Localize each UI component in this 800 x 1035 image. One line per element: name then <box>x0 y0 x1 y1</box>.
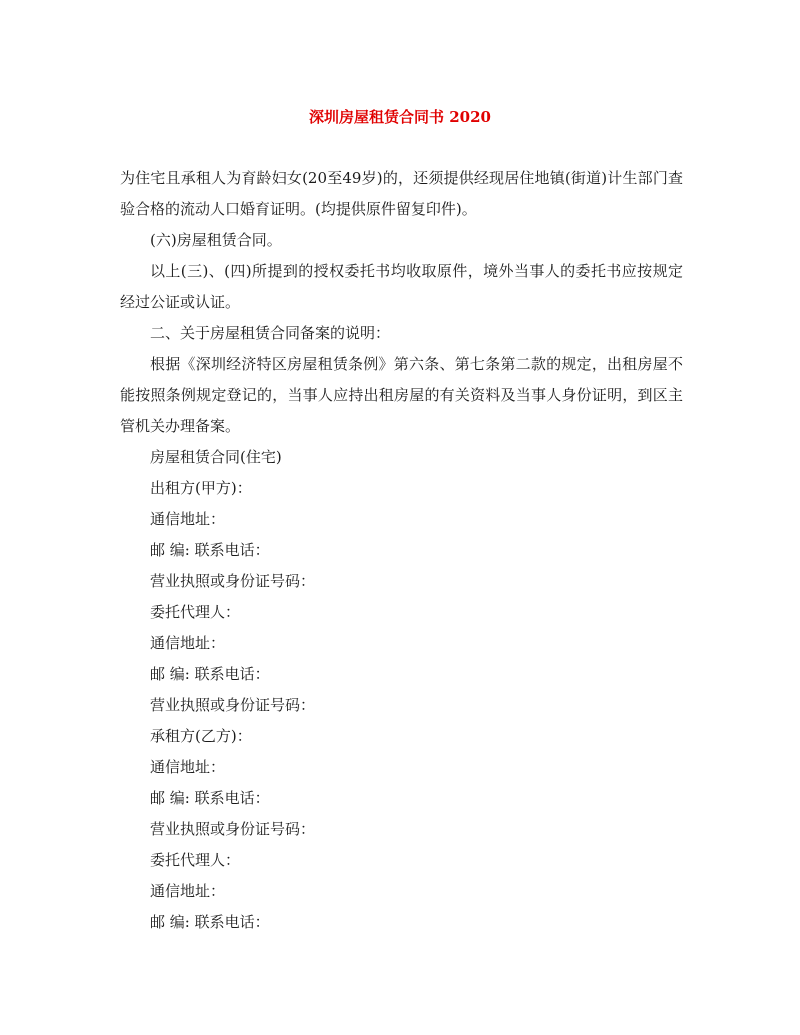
paragraph-authorization-note: 以上(三)、(四)所提到的授权委托书均收取原件，境外当事人的委托书应按规定经过公证或认证。 <box>120 262 683 311</box>
document-title: 深圳房屋租赁合同书 2020 <box>309 108 491 126</box>
field-agent: 委托代理人： <box>150 603 241 621</box>
field-address: 通信地址： <box>150 758 226 776</box>
field-address: 通信地址： <box>150 634 226 652</box>
field-address: 通信地址： <box>150 510 226 528</box>
field-address: 通信地址： <box>150 882 226 900</box>
paragraph-continuation: 为住宅且承租人为育龄妇女(20至49岁)的，还须提供经现居住地镇(街道)计生部门查验合格的流动人口婚育证明。(均提供原件留复印件)。 <box>120 169 683 218</box>
field-id-number: 营业执照或身份证号码： <box>150 572 316 590</box>
field-agent: 委托代理人： <box>150 851 241 869</box>
paragraph-item-six: (六)房屋租赁合同。 <box>150 231 282 249</box>
lessee-label: 承租方(乙方)： <box>150 727 252 745</box>
document-body <box>120 163 683 938</box>
field-postcode-phone: 邮 编: 联系电话： <box>150 541 270 559</box>
field-id-number: 营业执照或身份证号码： <box>150 696 316 714</box>
field-postcode-phone: 邮 编: 联系电话： <box>150 913 270 931</box>
paragraph-regulation: 根据《深圳经济特区房屋租赁条例》第六条、第七条第二款的规定，出租房屋不能按照条例规定登记的，当事人应持出租房屋的有关资料及当事人身份证明，到区主管机关办理备案。 <box>120 355 683 435</box>
contract-heading: 房屋租赁合同(住宅) <box>150 448 282 466</box>
lessor-label: 出租方(甲方)： <box>150 479 252 497</box>
field-postcode-phone: 邮 编: 联系电话： <box>150 665 270 683</box>
section-heading-filing: 二、关于房屋租赁合同备案的说明： <box>150 324 391 342</box>
field-id-number: 营业执照或身份证号码： <box>150 820 316 838</box>
field-postcode-phone: 邮 编: 联系电话： <box>150 789 270 807</box>
